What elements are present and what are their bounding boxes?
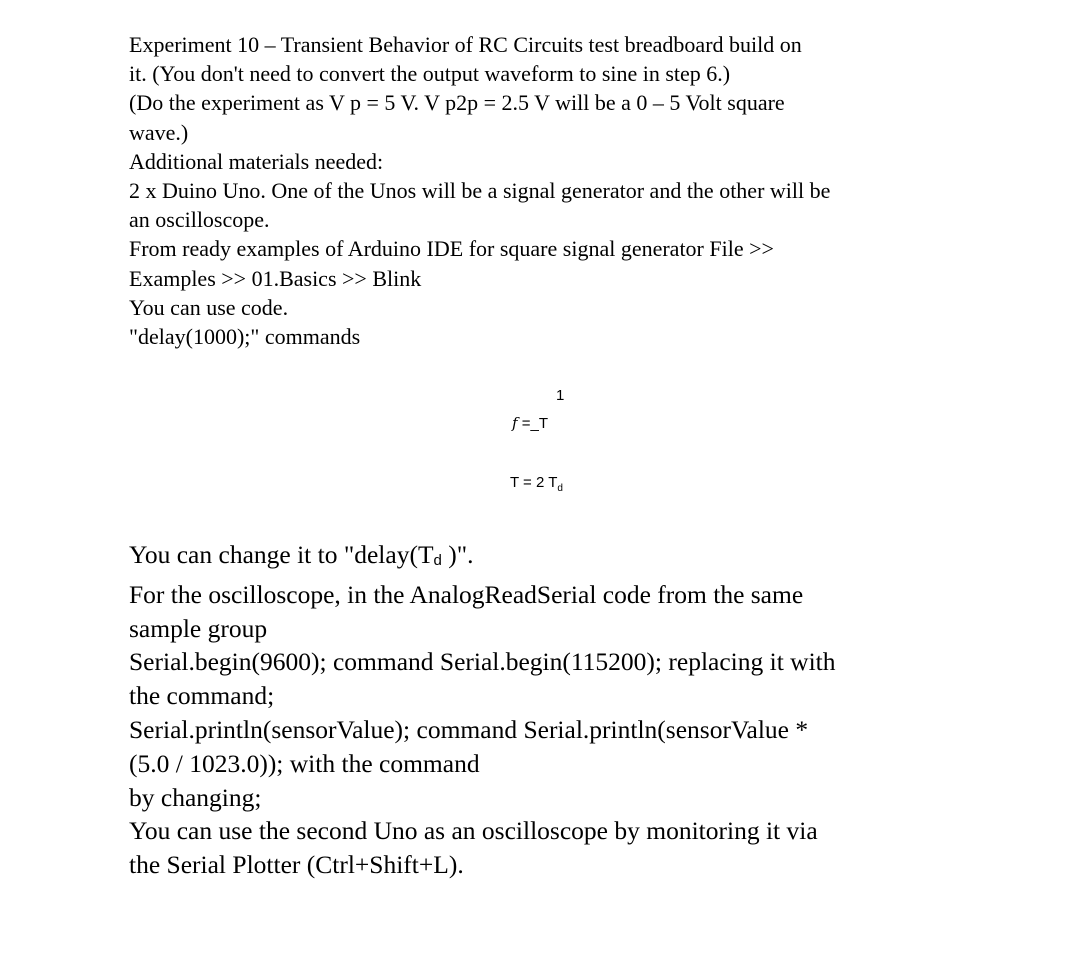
change-sub: d (433, 552, 442, 569)
text-line: wave.) (129, 119, 189, 145)
period-lhs: T = 2 T (510, 474, 558, 491)
change-prefix: You can change it to "delay(T (129, 540, 434, 569)
formula-dash: _ (530, 415, 539, 432)
text-line: an oscilloscope. (129, 207, 270, 233)
text-line: (5.0 / 1023.0)); with the command (129, 748, 480, 778)
change-suffix: )". (441, 540, 474, 569)
text-line: Additional materials needed: (129, 148, 384, 174)
text-line: Serial.begin(9600); command Serial.begin(115200); replacing it with (129, 647, 836, 677)
text-line: Experiment 10 – Transient Behavior of RC Circuits test breadboard build on (129, 32, 802, 57)
formula-numerator: 1 (556, 387, 565, 404)
instructions-paragraph (129, 30, 959, 351)
text-line: You can use the second Uno as an oscilloscope by monitoring it via (129, 816, 818, 846)
change-line (129, 538, 959, 578)
text-line: it. (You don't need to convert the output waveform to sine in step 6.) (129, 61, 731, 87)
text-line: "delay(1000);" commands (129, 324, 361, 350)
text-line: Examples >> 01.Basics >> Blink (129, 265, 422, 291)
formula-eq: = (521, 415, 531, 432)
text-line: the command; (129, 681, 275, 711)
period-sub: d (557, 483, 563, 494)
formula-f: f (512, 414, 518, 432)
text-line: (Do the experiment as V p = 5 V. V p2p = 2.5 V will be a 0 – 5 Volt square (129, 90, 785, 116)
oscilloscope-paragraph (129, 538, 959, 882)
text-line: From ready examples of Arduino IDE for square signal generator File >> (129, 236, 774, 262)
text-line: the Serial Plotter (Ctrl+Shift+L). (129, 850, 464, 880)
text-line: You can use code. (129, 294, 289, 320)
period-formula (510, 474, 563, 494)
text-line: 2 x Duino Uno. One of the Unos will be a signal generator and the other will be (129, 178, 831, 204)
text-line: sample group (129, 613, 268, 643)
frequency-formula (512, 414, 548, 432)
text-line: Serial.println(sensorValue); command Serial.println(sensorValue * (129, 714, 809, 744)
text-line: For the oscilloscope, in the AnalogReadSerial code from the same (129, 579, 804, 609)
formula-denominator: T (538, 415, 549, 432)
text-line: by changing; (129, 782, 262, 812)
